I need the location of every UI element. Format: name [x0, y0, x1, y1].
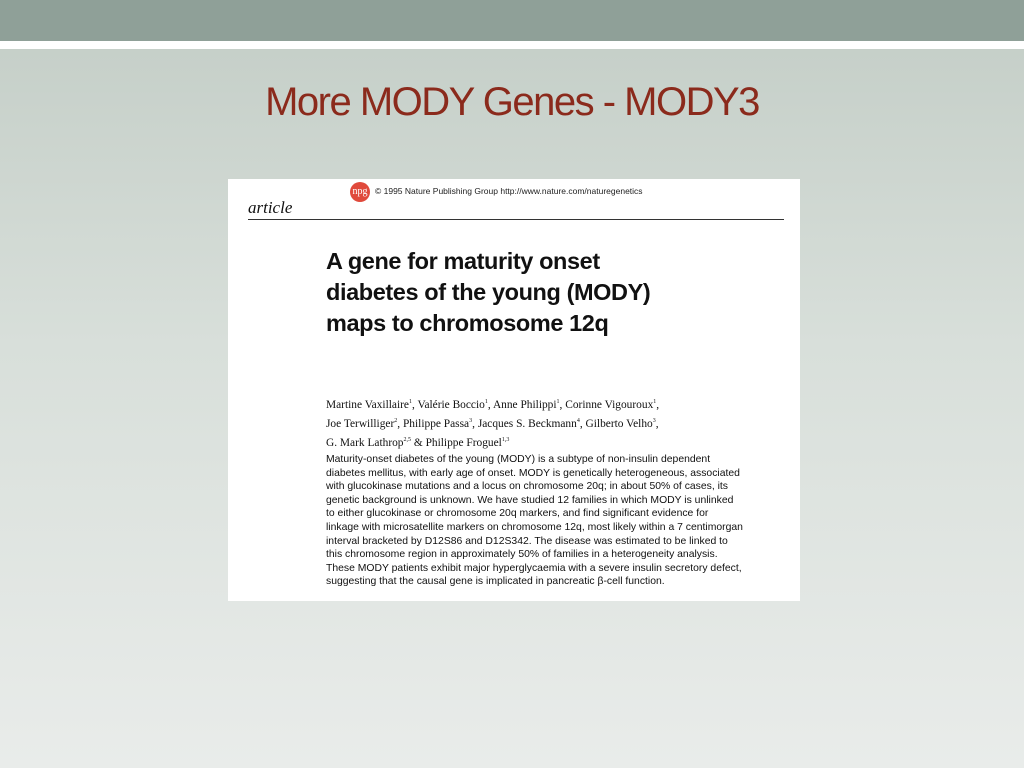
abstract-line: suggesting that the causal gene is implicated in pancreatic β-cell function. [326, 576, 665, 588]
author-separator: , [397, 417, 403, 430]
author-affiliation: 1 [484, 399, 488, 405]
author-separator: , [655, 417, 659, 430]
header-band [0, 0, 1024, 41]
author-separator: , [472, 417, 478, 430]
abstract-line: to either glucokinase or chromosome 20q markers, and find significant evidence for [326, 508, 709, 520]
article-header-rule [248, 219, 784, 220]
author-separator: , [579, 417, 586, 430]
author-name: Valérie Boccio [417, 398, 485, 411]
author-affiliation: 1,3 [501, 436, 510, 443]
author-name: Gilberto Velho [585, 417, 653, 430]
author-separator: , [487, 398, 493, 411]
abstract-line: with glucokinase mutations and a locus on chromosome 20q; in about 50% of cases, its [326, 481, 728, 493]
npg-logo: npg [350, 182, 370, 202]
article-abstract [326, 453, 798, 589]
slide-title: More MODY Genes - MODY3 [265, 80, 759, 124]
author-name: Philippe Passa [402, 417, 470, 430]
article-title-line: A gene for maturity onset [326, 248, 600, 274]
abstract-line: linkage with microsatellite markers on chromosome 12q, most likely within a 7 centimorgan [326, 521, 743, 533]
author-name: Philippe Froguel [425, 436, 502, 449]
article-title-line: diabetes of the young (MODY) [326, 279, 651, 305]
author-affiliation: 2 [394, 417, 398, 424]
author-name: Joe Terwilliger [326, 417, 395, 430]
abstract-line: Maturity-onset diabetes of the young (MODY) is a subtype of non-insulin dependent [326, 454, 711, 465]
author-name: Corinne Vigouroux [565, 398, 654, 411]
abstract-line: diabetes mellitus, with early age of onset. MODY is genetically heterogeneous, associated [326, 467, 740, 479]
author-name: Anne Philippi [492, 398, 557, 411]
abstract-line: genetic background is unknown. We have studied 12 families in which MODY is unlinked [326, 494, 734, 506]
author-affiliation: 2,5 [403, 436, 411, 443]
author-affiliation: 4 [576, 417, 580, 424]
abstract-line: interval bracketed by D12S86 and D12S342. The disease was estimated to be linked to [326, 535, 728, 547]
article-section-label: article [248, 198, 293, 217]
author-list [326, 394, 786, 450]
author-name: G. Mark Lathrop [326, 436, 404, 449]
copyright-line: © 1995 Nature Publishing Group http://www.nature.com/naturegenetics [375, 186, 643, 196]
author-name: Jacques S. Beckmann [477, 417, 577, 430]
author-line [326, 432, 786, 451]
author-separator: , [411, 398, 418, 411]
author-affiliation: 1 [408, 399, 412, 405]
author-affiliation: 3 [469, 417, 473, 424]
article-excerpt-image [228, 179, 800, 601]
header-divider [0, 41, 1024, 49]
author-line [326, 413, 786, 432]
author-name: Martine Vaxillaire [326, 398, 409, 411]
article-title-line: maps to chromosome 12q [326, 310, 609, 336]
author-affiliation: 1 [653, 399, 657, 405]
author-affiliation: 1 [556, 399, 560, 405]
article-title [326, 246, 766, 339]
author-separator: & [411, 436, 426, 449]
abstract-line: These MODY patients exhibit major hyperglycaemia with a severe insulin secretory defect, [326, 562, 742, 574]
author-separator: , [559, 398, 566, 411]
author-separator: , [656, 398, 660, 411]
author-affiliation: 3 [652, 417, 656, 424]
author-line [326, 394, 786, 413]
abstract-line: this chromosome region in approximately 50% of families in a heterogeneity analysis. [326, 549, 718, 561]
